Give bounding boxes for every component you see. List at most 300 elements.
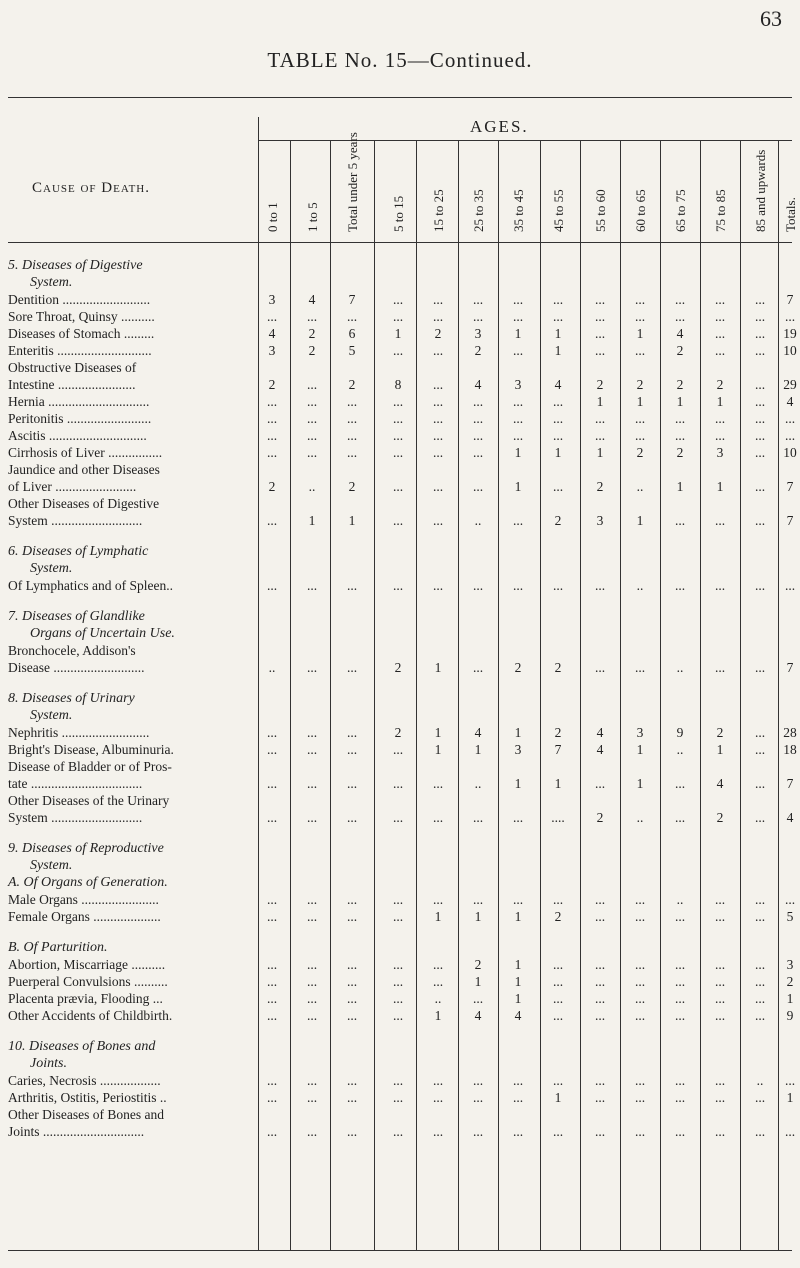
table-cell: ... — [346, 725, 358, 740]
row-label: Intestine ....................... — [8, 377, 136, 392]
table-cell: ... — [346, 909, 358, 924]
row-label: Disease of Bladder or of Pros- — [8, 759, 172, 774]
table-cell: 7 — [786, 479, 794, 494]
table-cell: 29 — [783, 377, 797, 392]
table-cell: .. — [308, 479, 316, 494]
section-heading: 7. Diseases of Glandlike — [8, 609, 145, 624]
table-cell: ... — [714, 974, 726, 989]
table-cell: ... — [714, 292, 726, 307]
table-cell: ... — [674, 1008, 686, 1023]
table-cell: ... — [392, 343, 404, 358]
row-label: Jaundice and other Diseases — [8, 462, 160, 477]
table-cell: ... — [552, 974, 564, 989]
table-cell: 1 — [554, 326, 562, 341]
column-divider — [498, 140, 499, 1250]
table-cell: ... — [392, 974, 404, 989]
table-cell: ... — [266, 909, 278, 924]
row-label: Arthritis, Ostitis, Periostitis .. — [8, 1090, 167, 1105]
table-cell: ... — [594, 1090, 606, 1105]
table-cell: 5 — [786, 909, 794, 924]
page-number: 63 — [760, 6, 782, 31]
table-cell: ... — [392, 1124, 404, 1139]
table-cell: ... — [432, 1124, 444, 1139]
column-divider — [458, 140, 459, 1250]
column-header: 25 to 35 — [471, 189, 486, 232]
table-cell: 7 — [786, 776, 794, 791]
table-cell: ... — [346, 974, 358, 989]
table-cell: .. — [434, 991, 442, 1006]
table-cell: 2 — [268, 479, 276, 494]
ages-heading: AGES. — [470, 117, 529, 136]
table-cell: ... — [472, 892, 484, 907]
row-label: Other Diseases of Digestive — [8, 496, 160, 511]
table-cell: 4 — [268, 326, 276, 341]
table-cell: ... — [714, 660, 726, 675]
table-cell: ... — [512, 428, 524, 443]
table-cell: ... — [346, 309, 358, 324]
top-rule — [8, 97, 792, 98]
table-cell: 2 — [514, 660, 522, 675]
table-cell: ... — [674, 776, 686, 791]
table-cell: 4 — [786, 810, 794, 825]
table-cell: 1 — [676, 479, 684, 494]
table-cell: ... — [714, 309, 726, 324]
table-cell: ... — [754, 725, 766, 740]
table-cell: 1 — [786, 1090, 794, 1105]
table-cell: ... — [266, 309, 278, 324]
column-header: 75 to 85 — [713, 189, 728, 232]
table-cell: ... — [634, 292, 646, 307]
table-cell: ... — [306, 892, 318, 907]
column-divider — [290, 140, 291, 1250]
header-bottom-rule — [8, 242, 792, 243]
table-cell: 9 — [676, 725, 684, 740]
table-cell: ... — [306, 1073, 318, 1088]
table-cell: 1 — [636, 326, 644, 341]
table-cell: ... — [634, 309, 646, 324]
table-cell: 1 — [514, 725, 522, 740]
table-cell: .. — [474, 513, 482, 528]
table-cell: ... — [784, 411, 796, 426]
table-cell: ... — [306, 1090, 318, 1105]
column-divider — [580, 140, 581, 1250]
table-cell: 2 — [636, 445, 644, 460]
section-heading: 5. Diseases of Digestive — [8, 258, 143, 273]
table-cell: 1 — [474, 909, 482, 924]
row-label: Male Organs ....................... — [8, 892, 159, 907]
column-header: 85 and upwards — [753, 149, 768, 232]
table-cell: ... — [346, 810, 358, 825]
table-cell: ... — [432, 411, 444, 426]
table-cell: ... — [432, 810, 444, 825]
table-cell: ... — [754, 309, 766, 324]
column-divider — [740, 140, 741, 1250]
table-cell: ... — [714, 513, 726, 528]
table-cell: ... — [306, 810, 318, 825]
table-cell: 1 — [716, 394, 724, 409]
column-header: 35 to 45 — [511, 189, 526, 232]
table-cell: ... — [674, 292, 686, 307]
table-cell: 1 — [554, 776, 562, 791]
table-cell: ... — [714, 1124, 726, 1139]
table-cell: 1 — [514, 909, 522, 924]
table-cell: ... — [306, 578, 318, 593]
table-cell: ... — [714, 326, 726, 341]
table-cell: ... — [552, 428, 564, 443]
table-cell: ... — [714, 892, 726, 907]
table-cell: ... — [754, 810, 766, 825]
row-label: Cirrhosis of Liver ................ — [8, 445, 163, 460]
table-cell: ... — [432, 445, 444, 460]
table-cell: ... — [306, 309, 318, 324]
table-cell: ... — [432, 1090, 444, 1105]
table-title: TABLE No. 15—Continued. — [267, 48, 533, 72]
table-cell: 1 — [554, 445, 562, 460]
table-cell: ... — [594, 909, 606, 924]
table-cell: ... — [266, 578, 278, 593]
table-cell: ... — [674, 1090, 686, 1105]
table-cell: ... — [306, 974, 318, 989]
table-cell: ... — [754, 428, 766, 443]
table-cell: ... — [392, 292, 404, 307]
table-cell: 1 — [554, 1090, 562, 1105]
table-cell: ... — [634, 909, 646, 924]
table-cell: ... — [512, 411, 524, 426]
column-header: 0 to 1 — [265, 202, 280, 232]
table-cell: ... — [594, 309, 606, 324]
table-cell: ... — [306, 776, 318, 791]
table-cell: 1 — [308, 513, 316, 528]
table-cell: 2 — [596, 479, 604, 494]
bottom-rule — [8, 1250, 792, 1251]
table-cell: ... — [552, 1008, 564, 1023]
row-label: Hernia .............................. — [8, 394, 150, 409]
table-cell: 1 — [394, 326, 402, 341]
table-cell: 3 — [474, 326, 482, 341]
table-cell: .. — [636, 810, 644, 825]
table-cell: ... — [714, 991, 726, 1006]
table-cell: 2 — [596, 377, 604, 392]
table-cell: 1 — [514, 776, 522, 791]
table-cell: ... — [594, 991, 606, 1006]
table-cell: 1 — [786, 991, 794, 1006]
table-cell: ... — [432, 343, 444, 358]
table-cell: ... — [472, 411, 484, 426]
table-cell: ... — [594, 1124, 606, 1139]
table-cell: ... — [472, 578, 484, 593]
row-label: Dentition .......................... — [8, 292, 151, 307]
table-cell: ... — [306, 1124, 318, 1139]
table-cell: 3 — [268, 292, 276, 307]
table-cell: 2 — [716, 810, 724, 825]
row-label: tate ................................. — [8, 776, 143, 791]
ages-rule — [258, 140, 792, 141]
table-cell: .. — [474, 776, 482, 791]
table-cell: ... — [266, 725, 278, 740]
table-cell: ... — [432, 479, 444, 494]
table-cell: ... — [346, 1008, 358, 1023]
table-cell: .. — [756, 1073, 764, 1088]
table-cell: 1 — [474, 742, 482, 757]
table-cell: 3 — [636, 725, 644, 740]
table-cell: ... — [512, 1090, 524, 1105]
table-cell: ... — [472, 309, 484, 324]
table-cell: 2 — [596, 810, 604, 825]
table-cell: ... — [674, 957, 686, 972]
column-divider — [700, 140, 701, 1250]
table-cell: .. — [268, 660, 276, 675]
table-cell: 7 — [786, 513, 794, 528]
table-cell: ... — [754, 1124, 766, 1139]
table-cell: ... — [634, 1073, 646, 1088]
table-cell: ... — [306, 394, 318, 409]
table-cell: ... — [306, 1008, 318, 1023]
table-cell: ... — [784, 309, 796, 324]
table-cell: 1 — [514, 957, 522, 972]
table-cell: ... — [714, 343, 726, 358]
table-cell: ... — [472, 1073, 484, 1088]
table-cell: ... — [754, 660, 766, 675]
table-cell: ... — [674, 578, 686, 593]
table-cell: ... — [714, 957, 726, 972]
table-cell: ... — [594, 343, 606, 358]
table-cell: ... — [754, 445, 766, 460]
row-label: Bronchocele, Addison's — [8, 643, 136, 658]
table-cell: ... — [266, 445, 278, 460]
row-label: Other Accidents of Childbirth. — [8, 1008, 173, 1023]
table-cell: 1 — [636, 776, 644, 791]
table-cell: 4 — [716, 776, 724, 791]
table-cell: ... — [346, 742, 358, 757]
section-heading: System. — [30, 858, 73, 873]
table-cell: ... — [784, 428, 796, 443]
table-cell: 1 — [514, 991, 522, 1006]
section-heading: Joints. — [30, 1056, 67, 1071]
table-cell: ... — [346, 660, 358, 675]
table-cell: ... — [392, 991, 404, 1006]
table-cell: ... — [754, 479, 766, 494]
table-cell: ... — [552, 411, 564, 426]
table-cell: ... — [432, 309, 444, 324]
table-cell: ... — [266, 974, 278, 989]
table-cell: ... — [392, 445, 404, 460]
column-divider — [620, 140, 621, 1250]
table-cell: ... — [512, 1124, 524, 1139]
table-cell: 4 — [514, 1008, 522, 1023]
column-divider — [660, 140, 661, 1250]
column-divider — [540, 140, 541, 1250]
table-cell: ... — [392, 1090, 404, 1105]
table-cell: ... — [634, 991, 646, 1006]
table-cell: 1 — [716, 742, 724, 757]
table-cell: 1 — [434, 660, 442, 675]
table-cell: 7 — [554, 742, 562, 757]
table-cell: ... — [512, 578, 524, 593]
table-cell: ... — [634, 343, 646, 358]
table-cell: ... — [392, 742, 404, 757]
table-cell: 2 — [308, 326, 316, 341]
row-label: Female Organs .................... — [8, 909, 161, 924]
table-cell: 2 — [676, 343, 684, 358]
row-label: Diseases of Stomach ......... — [8, 326, 155, 341]
table-cell: 1 — [514, 326, 522, 341]
table-cell: ... — [754, 909, 766, 924]
cause-of-death-heading: Cause of Death. — [32, 180, 150, 196]
table-cell: 10 — [783, 445, 797, 460]
table-cell: ... — [714, 578, 726, 593]
table-cell: 4 — [676, 326, 684, 341]
table-cell: ... — [346, 428, 358, 443]
table-cell: 7 — [348, 292, 356, 307]
table-cell: ... — [754, 578, 766, 593]
column-divider — [330, 140, 331, 1250]
table-cell: ... — [472, 660, 484, 675]
table-cell: ... — [674, 974, 686, 989]
row-label: Sore Throat, Quinsy .......... — [8, 309, 155, 324]
table-cell: ... — [634, 974, 646, 989]
table-cell: ... — [594, 578, 606, 593]
table-cell: 19 — [783, 326, 797, 341]
table-cell: ... — [714, 909, 726, 924]
table-cell: ... — [754, 343, 766, 358]
table-cell: ... — [392, 1008, 404, 1023]
table-cell: ... — [714, 1090, 726, 1105]
column-divider — [416, 140, 417, 1250]
table-cell: ... — [512, 309, 524, 324]
table-cell: ... — [754, 326, 766, 341]
table-cell: ... — [266, 742, 278, 757]
table-cell: ... — [432, 974, 444, 989]
table-cell: ... — [432, 957, 444, 972]
table-cell: ... — [432, 578, 444, 593]
row-label: Disease ........................... — [8, 660, 145, 675]
table-cell: ... — [432, 292, 444, 307]
table-cell: ... — [266, 394, 278, 409]
table-cell: 8 — [394, 377, 402, 392]
table-cell: ... — [754, 394, 766, 409]
table-cell: ... — [552, 957, 564, 972]
table-cell: 2 — [348, 377, 356, 392]
table-cell: ... — [754, 1008, 766, 1023]
column-header: 15 to 25 — [431, 189, 446, 232]
table-cell: ... — [346, 776, 358, 791]
table-cell: 5 — [348, 343, 356, 358]
table-cell: ... — [784, 1124, 796, 1139]
table-cell: ... — [754, 411, 766, 426]
table-cell: ... — [472, 394, 484, 409]
table-cell: 2 — [394, 660, 402, 675]
table-cell: .... — [551, 810, 565, 825]
table-cell: 10 — [783, 343, 797, 358]
table-cell: ... — [266, 1090, 278, 1105]
table-cell: ... — [784, 1073, 796, 1088]
column-header: Totals. — [783, 197, 798, 232]
row-label: Other Diseases of the Urinary — [8, 793, 170, 808]
table-cell: 2 — [434, 326, 442, 341]
table-cell: 7 — [786, 292, 794, 307]
table-cell: .. — [676, 742, 684, 757]
table-cell: 1 — [554, 343, 562, 358]
table-cell: ... — [674, 309, 686, 324]
table-cell: 2 — [554, 725, 562, 740]
row-label: System ........................... — [8, 513, 143, 528]
table-cell: ... — [432, 513, 444, 528]
table-cell: ... — [754, 742, 766, 757]
table-cell: 4 — [474, 1008, 482, 1023]
table-cell: 3 — [268, 343, 276, 358]
table-cell: 3 — [716, 445, 724, 460]
table-cell: 4 — [474, 377, 482, 392]
table-cell: ... — [674, 1073, 686, 1088]
table-cell: ... — [266, 1008, 278, 1023]
section-heading: 8. Diseases of Urinary — [8, 691, 135, 706]
column-header: 45 to 55 — [551, 189, 566, 232]
column-header: 55 to 60 — [593, 189, 608, 232]
table-cell: ... — [392, 892, 404, 907]
table-cell: ... — [512, 1073, 524, 1088]
table-cell: ... — [346, 445, 358, 460]
table-cell: 2 — [554, 660, 562, 675]
section-heading: B. Of Parturition. — [8, 940, 108, 955]
column-header: 5 to 15 — [391, 195, 406, 232]
table-cell: 4 — [786, 394, 794, 409]
column-header: 1 to 5 — [305, 202, 320, 232]
table-cell: ... — [634, 892, 646, 907]
table-cell: ... — [754, 974, 766, 989]
table-cell: ... — [472, 445, 484, 460]
table-cell: 2 — [716, 725, 724, 740]
table-cell: 4 — [308, 292, 316, 307]
table-cell: 1 — [514, 445, 522, 460]
column-header: 65 to 75 — [673, 189, 688, 232]
table-cell: ... — [392, 957, 404, 972]
table-cell: 2 — [554, 909, 562, 924]
table-cell: ... — [266, 892, 278, 907]
section-heading: System. — [30, 275, 73, 290]
table-cell: ... — [472, 1090, 484, 1105]
table-cell: ... — [346, 394, 358, 409]
table-cell: ... — [754, 776, 766, 791]
table-cell: 9 — [786, 1008, 794, 1023]
table-cell: 1 — [676, 394, 684, 409]
row-label: Bright's Disease, Albuminuria. — [8, 742, 174, 757]
table-cell: ... — [552, 1124, 564, 1139]
table-cell: 2 — [474, 957, 482, 972]
table-cell: ... — [634, 1090, 646, 1105]
table-cell: ... — [594, 428, 606, 443]
table-cell: ... — [392, 810, 404, 825]
table-cell: ... — [714, 1008, 726, 1023]
table-cell: ... — [674, 810, 686, 825]
table-cell: ... — [266, 776, 278, 791]
table-cell: 2 — [636, 377, 644, 392]
table-cell: ... — [552, 292, 564, 307]
table-cell: ... — [594, 411, 606, 426]
table-cell: ... — [714, 1073, 726, 1088]
table-cell: ... — [674, 991, 686, 1006]
table-cell: .. — [676, 660, 684, 675]
table-cell: 4 — [596, 725, 604, 740]
table-cell: ... — [346, 957, 358, 972]
table-cell: 2 — [676, 377, 684, 392]
table-cell: ... — [594, 776, 606, 791]
column-divider — [374, 140, 375, 1250]
table-cell: ... — [512, 810, 524, 825]
table-cell: ... — [634, 1008, 646, 1023]
table-cell: 3 — [786, 957, 794, 972]
table-cell: ... — [594, 974, 606, 989]
table-cell: 1 — [474, 974, 482, 989]
